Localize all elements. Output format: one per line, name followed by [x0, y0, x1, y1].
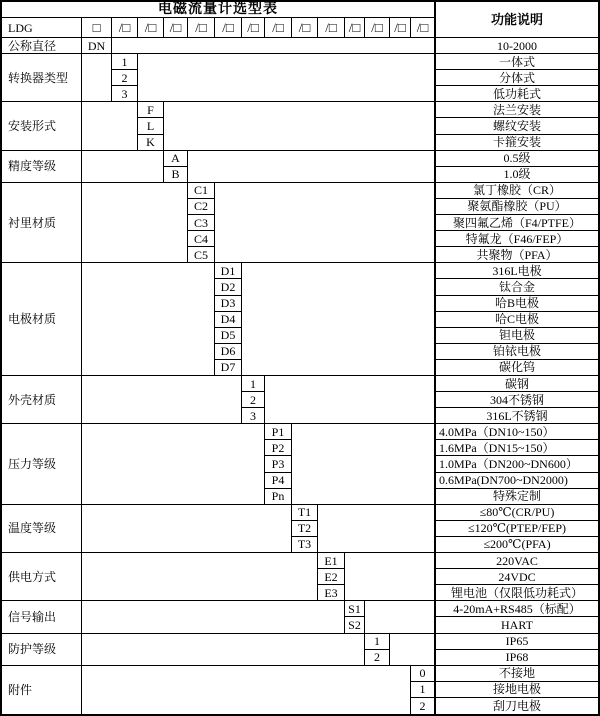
- slot-box: /□: [390, 18, 411, 38]
- code-cell: L: [138, 118, 164, 134]
- code-cell: 1: [242, 376, 265, 392]
- desc-cell: 特氟龙（F46/FEP）: [435, 231, 598, 247]
- desc-cell: 4-20mA+RS485（标配）: [435, 601, 598, 617]
- empty-cell: [82, 151, 164, 183]
- code-cell: 2: [365, 650, 390, 666]
- code-cell: D5: [215, 328, 242, 344]
- code-cell: B: [164, 167, 188, 183]
- desc-cell: 一体式: [435, 54, 598, 70]
- code-cell: C5: [188, 247, 215, 263]
- desc-cell: 螺纹安装: [435, 118, 598, 134]
- desc-cell: 4.0MPa（DN10~150）: [435, 424, 598, 440]
- code-cell: E1: [318, 553, 345, 569]
- slot-box: /□: [112, 18, 138, 38]
- slot-box: /□: [164, 18, 188, 38]
- model-first-box: □: [82, 18, 112, 38]
- table-title: 电磁流量计选型表: [2, 2, 435, 18]
- slot-box: /□: [292, 18, 318, 38]
- slot-box: /□: [215, 18, 242, 38]
- desc-cell: 不接地: [435, 666, 598, 682]
- desc-cell: 0.6MPa(DN700~DN2000): [435, 473, 598, 489]
- section-label: 转换器类型: [2, 54, 82, 102]
- slot-box: /□: [265, 18, 292, 38]
- empty-cell: [82, 102, 138, 150]
- code-cell: DN: [82, 38, 112, 54]
- desc-cell: 低功耗式: [435, 86, 598, 102]
- section-label: 安装形式: [2, 102, 82, 150]
- desc-cell: 304不锈钢: [435, 392, 598, 408]
- code-cell: F: [138, 102, 164, 118]
- empty-cell: [188, 151, 435, 183]
- desc-cell: 1.6MPa（DN15~150）: [435, 440, 598, 456]
- desc-cell: 卡箍安装: [435, 135, 598, 151]
- desc-cell: 316L不锈钢: [435, 408, 598, 424]
- empty-cell: [82, 376, 242, 424]
- empty-cell: [82, 54, 112, 102]
- model-prefix: LDG: [2, 18, 82, 38]
- code-cell: D1: [215, 263, 242, 279]
- code-cell: 3: [112, 86, 138, 102]
- desc-cell: 聚氨酯橡胶（PU）: [435, 199, 598, 215]
- code-cell: 1: [112, 54, 138, 70]
- code-cell: D6: [215, 344, 242, 360]
- slot-box: /□: [188, 18, 215, 38]
- code-cell: C4: [188, 231, 215, 247]
- desc-cell: IP65: [435, 634, 598, 650]
- section-label: 电极材质: [2, 263, 82, 376]
- desc-cell: IP68: [435, 650, 598, 666]
- code-cell: D2: [215, 279, 242, 295]
- code-cell: P1: [265, 424, 292, 440]
- empty-cell: [265, 376, 435, 424]
- section-label: 衬里材质: [2, 183, 82, 263]
- code-cell: D4: [215, 312, 242, 328]
- empty-cell: [112, 38, 435, 54]
- desc-cell: 0.5级: [435, 151, 598, 167]
- section-label: 信号输出: [2, 601, 82, 633]
- desc-cell: 10-2000: [435, 38, 598, 54]
- code-cell: P4: [265, 473, 292, 489]
- desc-cell: 碳化钨: [435, 360, 598, 376]
- code-cell: 2: [242, 392, 265, 408]
- desc-cell: 锂电池（仅限低功耗式）: [435, 585, 598, 601]
- desc-cell: 铂铱电极: [435, 344, 598, 360]
- section-label: 压力等级: [2, 424, 82, 504]
- code-cell: C1: [188, 183, 215, 199]
- desc-cell: ≤200℃(PFA): [435, 537, 598, 553]
- code-cell: K: [138, 135, 164, 151]
- desc-cell: 220VAC: [435, 553, 598, 569]
- desc-cell: 氯丁橡胶（CR）: [435, 183, 598, 199]
- desc-cell: ≤120℃(PTEP/FEP): [435, 521, 598, 537]
- code-cell: 0: [411, 666, 435, 682]
- empty-cell: [82, 634, 365, 666]
- desc-cell: 接地电极: [435, 682, 598, 698]
- code-cell: 2: [411, 698, 435, 714]
- empty-cell: [242, 263, 435, 376]
- desc-cell: 钛合金: [435, 279, 598, 295]
- desc-cell: 聚四氟乙烯（F4/PTFE）: [435, 215, 598, 231]
- code-cell: D7: [215, 360, 242, 376]
- section-label: 防护等级: [2, 634, 82, 666]
- function-header: 功能说明: [435, 2, 598, 38]
- code-cell: E2: [318, 569, 345, 585]
- desc-cell: 特殊定制: [435, 489, 598, 505]
- desc-cell: 1.0级: [435, 167, 598, 183]
- section-label: 精度等级: [2, 151, 82, 183]
- empty-cell: [164, 102, 435, 150]
- empty-cell: [82, 553, 318, 601]
- code-cell: S1: [345, 601, 365, 617]
- slot-box: /□: [365, 18, 390, 38]
- code-cell: Pn: [265, 489, 292, 505]
- desc-cell: 24VDC: [435, 569, 598, 585]
- empty-cell: [215, 183, 435, 263]
- desc-cell: 哈C电极: [435, 312, 598, 328]
- desc-cell: 分体式: [435, 70, 598, 86]
- empty-cell: [82, 666, 411, 714]
- empty-cell: [82, 263, 215, 376]
- empty-cell: [82, 505, 292, 553]
- code-cell: 3: [242, 408, 265, 424]
- slot-box: /□: [318, 18, 345, 38]
- section-label: 温度等级: [2, 505, 82, 553]
- desc-cell: HART: [435, 617, 598, 633]
- empty-cell: [292, 424, 435, 504]
- empty-cell: [82, 183, 188, 263]
- desc-cell: 1.0MPa（DN200~DN600）: [435, 456, 598, 472]
- empty-cell: [82, 424, 265, 504]
- code-cell: T1: [292, 505, 318, 521]
- empty-cell: [365, 601, 435, 633]
- empty-cell: [82, 601, 345, 633]
- desc-cell: 哈B电极: [435, 296, 598, 312]
- code-cell: 2: [112, 70, 138, 86]
- code-cell: C2: [188, 199, 215, 215]
- desc-cell: ≤80℃(CR/PU): [435, 505, 598, 521]
- empty-cell: [345, 553, 435, 601]
- slot-box: /□: [242, 18, 265, 38]
- desc-cell: 法兰安装: [435, 102, 598, 118]
- code-cell: P2: [265, 440, 292, 456]
- section-label: 公称直径: [2, 38, 82, 54]
- empty-cell: [138, 54, 435, 102]
- code-cell: A: [164, 151, 188, 167]
- section-label: 供电方式: [2, 553, 82, 601]
- code-cell: 1: [365, 634, 390, 650]
- desc-cell: 刮刀电极: [435, 698, 598, 714]
- desc-cell: 316L电极: [435, 263, 598, 279]
- code-cell: E3: [318, 585, 345, 601]
- code-cell: D3: [215, 296, 242, 312]
- desc-cell: 碳钢: [435, 376, 598, 392]
- code-cell: S2: [345, 617, 365, 633]
- empty-cell: [390, 634, 435, 666]
- desc-cell: 共聚物（PFA）: [435, 247, 598, 263]
- code-cell: P3: [265, 456, 292, 472]
- section-label: 附件: [2, 666, 82, 714]
- slot-box: /□: [345, 18, 365, 38]
- code-cell: T2: [292, 521, 318, 537]
- slot-box: /□: [138, 18, 164, 38]
- code-cell: C3: [188, 215, 215, 231]
- slot-box: /□: [411, 18, 435, 38]
- empty-cell: [318, 505, 435, 553]
- code-cell: 1: [411, 682, 435, 698]
- code-cell: T3: [292, 537, 318, 553]
- desc-cell: 钽电极: [435, 328, 598, 344]
- section-label: 外壳材质: [2, 376, 82, 424]
